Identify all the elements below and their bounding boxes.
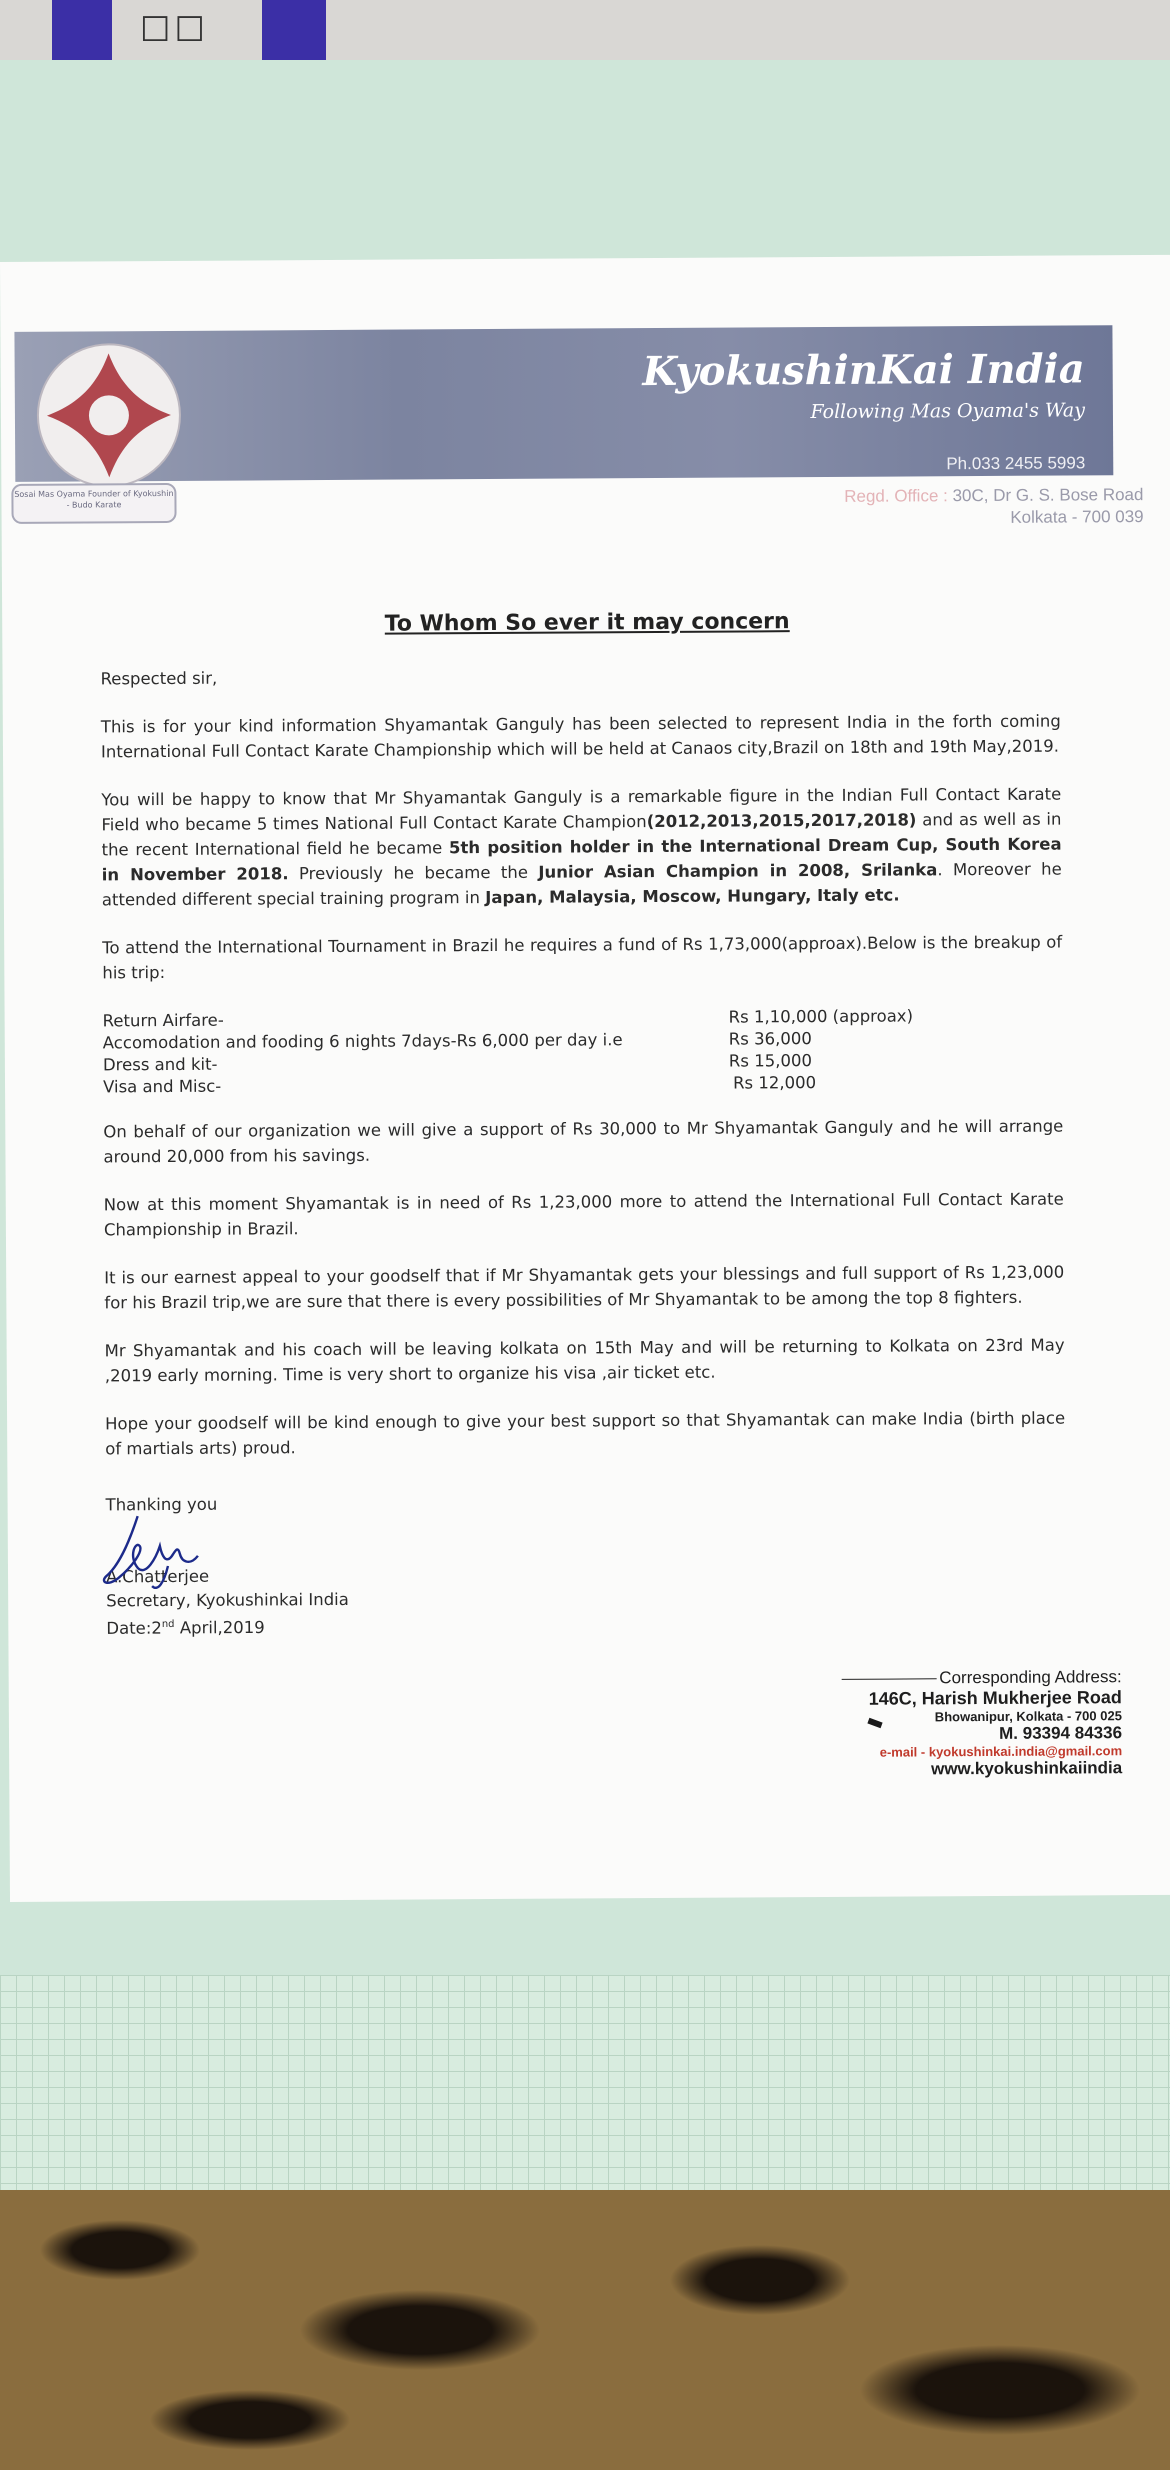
background-floor bbox=[0, 2190, 1170, 2470]
closing: Thanking you bbox=[105, 1494, 218, 1515]
paragraph-7: Mr Shyamantak and his coach will be leaving kolkata on 15th May and will be returning to Kolkata on 23rd May ,2019 early morning. Time is very short to organize his visa ,air ticket etc. bbox=[104, 1335, 1065, 1386]
cost-item: Accomodation and fooding 6 nights 7days-Rs 6,000 per day i.e bbox=[102, 1030, 623, 1053]
corresponding-address bbox=[841, 1667, 1122, 1780]
paragraph-3: To attend the International Tournament in Brazil he requires a fund of Rs 1,73,000(approax).Below is the breakup of his trip: bbox=[102, 932, 1063, 983]
phone-number: Ph.033 2455 5993 bbox=[946, 453, 1086, 474]
cost-item: Dress and kit- bbox=[102, 1054, 218, 1075]
address-line-1: 146C, Harish Mukherjee Road bbox=[868, 1687, 1122, 1709]
brand-name: KyokushinKai India bbox=[642, 345, 1085, 396]
email-address: e-mail - kyokushinkai.india@gmail.com bbox=[879, 1743, 1123, 1760]
handwritten-signature bbox=[98, 1506, 229, 1597]
cost-item: Return Airfare- bbox=[102, 1010, 224, 1031]
paragraph-4: On behalf of our organization we will give a support of Rs 30,000 to Mr Shyamantak Ganguly and he will arrange around 20,000 from his savings. bbox=[103, 1116, 1064, 1167]
paragraph-5: Now at this moment Shyamantak is in need of Rs 1,23,000 more to attend the International Full Contact Karate Championship in Brazil. bbox=[103, 1189, 1064, 1240]
cost-breakup-list bbox=[103, 1003, 1064, 1097]
regd-office-line-1 bbox=[844, 485, 1143, 507]
letterhead-banner bbox=[14, 325, 1113, 482]
regd-office-label: Regd. Office : bbox=[844, 486, 948, 506]
letter-body bbox=[100, 661, 1065, 1485]
background-grid-paper bbox=[0, 1975, 1170, 2195]
regd-office-address-1: 30C, Dr G. S. Bose Road bbox=[952, 485, 1144, 506]
kyokushin-logo-icon bbox=[37, 343, 182, 488]
letter-date: Date:2nd April,2019 bbox=[106, 1617, 265, 1638]
letter-heading: To Whom So ever it may concern bbox=[384, 609, 790, 637]
address-line-2: Bhowanipur, Kolkata - 700 025 bbox=[934, 1708, 1122, 1725]
signer-name: A.Chatterjee bbox=[105, 1566, 210, 1587]
signer-title: Secretary, Kyokushinkai India bbox=[106, 1589, 349, 1611]
cost-amount: Rs 1,10,000 (approax) bbox=[728, 1006, 914, 1027]
mobile-number: M. 93394 84336 bbox=[999, 1723, 1123, 1743]
cost-item: Visa and Misc- bbox=[102, 1076, 222, 1097]
paragraph-2: You will be happy to know that Mr Shyamantak Ganguly is a remarkable figure in the Indian Full Contact Karate Field who became 5 times National Full Contact Karate Champion(2012,2013,2015,2017,2018) and as well as in the recent International field he became 5th position holder in the International Dream Cup, South Korea in November 2018. Previously he became the Junior Asian Champion in 2008, Srilanka. Moreover he attended different special training program in Japan, Malaysia, Moscow, Hungary, Italy etc. bbox=[101, 784, 1062, 910]
regd-office-address-2: Kolkata - 700 039 bbox=[1010, 507, 1144, 527]
cost-amount: Rs 15,000 bbox=[728, 1051, 812, 1071]
paragraph-8: Hope your goodself will be kind enough to give your best support so that Shyamantak can make India (birth place of martials arts) proud. bbox=[105, 1408, 1066, 1459]
paragraph-6: It is our earnest appeal to your goodself that if Mr Shyamantak gets your blessings and full support of Rs 1,23,000 for his Brazil trip,we are sure that there is every possibilities of Mr Shyamantak to be among the top 8 fighters. bbox=[104, 1262, 1065, 1313]
brand-tagline: Following Mas Oyama's Way bbox=[810, 399, 1085, 424]
letter-page bbox=[0, 255, 1170, 1902]
cost-amount: Rs 36,000 bbox=[728, 1029, 812, 1049]
website: www.kyokushinkaiindia bbox=[931, 1758, 1123, 1779]
paragraph-1: This is for your kind information Shyamantak Ganguly has been selected to represent India in the forth coming International Full Contact Karate Championship which will be held at Canaos city,Brazil on 18th and 19th May,2019. bbox=[100, 711, 1061, 762]
cost-amount: Rs 12,000 bbox=[732, 1073, 817, 1093]
cost-row bbox=[103, 1069, 1063, 1097]
salutation: Respected sir, bbox=[100, 668, 218, 689]
logo-caption: Sosai Mas Oyama Founder of Kyokushin - Budo Karate bbox=[11, 483, 176, 524]
address-label: Corresponding Address: bbox=[841, 1667, 1122, 1689]
checkbox-marks: ☐☐ bbox=[140, 10, 209, 50]
